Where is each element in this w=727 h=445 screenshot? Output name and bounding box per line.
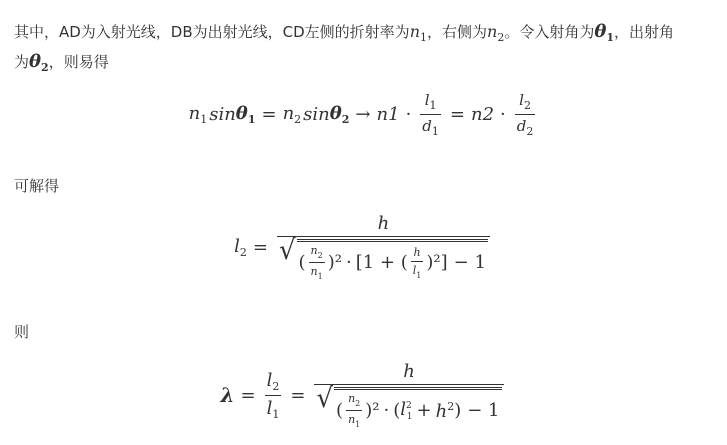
l2-equation: $l_2$ = h √ ( $\frac{n_2}{n_1}$ )² · [1 + ( $\frac{h}{l_1}$ )²] − 1 xyxy=(0,212,727,282)
intro-text-5: 为 xyxy=(14,53,30,71)
n2-symbol: $n_2$ xyxy=(487,22,505,44)
n1-symbol: $n_1$ xyxy=(409,22,427,44)
intro-text-1: 其中，AD为入射光线，DB为出射光线，CD左侧的折射率为 xyxy=(14,23,410,41)
then-text: 则 xyxy=(14,323,30,341)
solvable-text: 可解得 xyxy=(14,177,60,195)
intro-text-3: 。令入射角为 xyxy=(504,23,595,41)
lambda-equation: λ = $\frac{l_2}{l_1}$ = h √ ( $\frac{n_2}{n_1}$ )² · ( $l^2_1$ + $h^2$ ) − 1 xyxy=(0,360,727,430)
intro-text-2: ，右侧为 xyxy=(427,23,488,41)
intro-text-6: ，则易得 xyxy=(48,53,109,71)
theta1-symbol: $\theta_1$ xyxy=(594,21,615,44)
intro-text-4: ，出射角 xyxy=(614,23,675,41)
snell-equation: $n_1$ sin $\theta_1$ = $n_2$ sin $\theta_2$ → n1 · $\frac{l_1}{d_1}$ = n2 · $\frac{l_2}{d_2}$ xyxy=(188,90,534,138)
theta2-symbol: $\theta_2$ xyxy=(29,51,49,74)
intro-paragraph xyxy=(14,20,719,80)
